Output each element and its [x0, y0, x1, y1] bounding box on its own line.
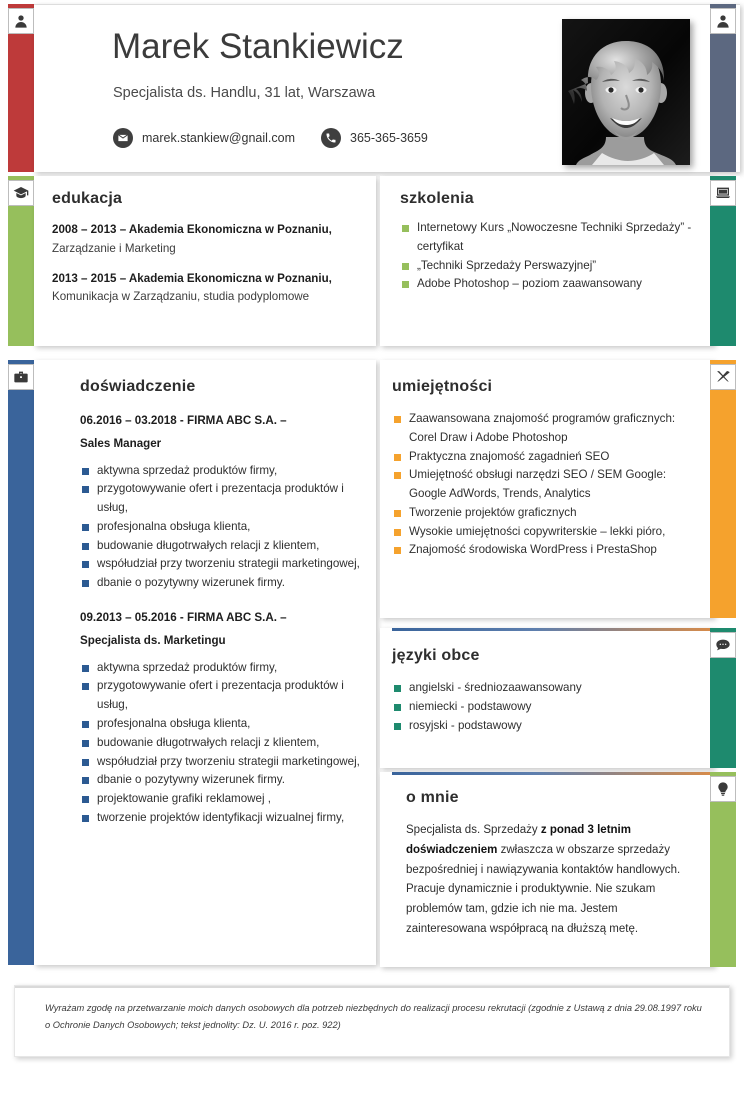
list-item: aktywna sprzedaż produktów firmy,: [80, 462, 362, 481]
phone-icon: [321, 128, 341, 148]
skills-title: umiejętności: [392, 378, 493, 395]
speech-bubble-icon: [710, 632, 736, 658]
list-item: profesjonalna obsługa klienta,: [80, 518, 362, 537]
header-card: [34, 4, 740, 172]
job-title-line1: 09.2013 – 05.2016 - FIRMA ABC S.A. –: [80, 611, 287, 625]
training-list: [400, 219, 700, 294]
list-item: angielski - średniozaawansowany: [392, 679, 706, 698]
header-subtitle: Specjalista ds. Handlu, 31 lat, Warszawa: [113, 85, 376, 101]
section-divider: [392, 628, 710, 631]
list-item: Praktyczna znajomość zagadnień SEO: [392, 448, 706, 467]
experience-section: [4, 360, 376, 965]
languages-list: [392, 679, 706, 735]
training-card: [380, 176, 714, 346]
education-section: [4, 176, 376, 346]
education-entry-bold: 2008 – 2013 – Akademia Ekonomiczna w Poznaniu,: [52, 223, 332, 236]
list-item: rosyjski - podstawowy: [392, 717, 706, 736]
languages-title: języki obce: [392, 647, 480, 664]
about-title: o mnie: [406, 789, 459, 806]
list-item: profesjonalna obsługa klienta,: [80, 715, 362, 734]
contact-phone[interactable]: [321, 128, 428, 148]
section-divider: [392, 772, 710, 775]
training-title: szkolenia: [400, 190, 474, 207]
list-item: budowanie długotrwałych relacji z klientem,: [80, 734, 362, 753]
list-item: Internetowy Kurs „Nowoczesne Techniki Sprzedaży” - certyfikat: [400, 219, 700, 257]
education-entry-regular: Komunikacja w Zarządzaniu, studia podyplomowe: [52, 290, 310, 304]
contact-email[interactable]: [113, 128, 295, 148]
footer-divider: [15, 986, 729, 988]
laptop-icon: [710, 180, 736, 206]
list-item: Znajomość środowiska WordPress i PrestaShop: [392, 541, 706, 560]
education-entry: [52, 270, 360, 308]
avatar: [562, 19, 690, 165]
job-title-line2: Sales Manager: [80, 436, 162, 450]
experience-accent-bar: [8, 360, 34, 965]
education-entry-bold: 2013 – 2015 – Akademia Ekonomiczna w Poznaniu,: [52, 271, 332, 285]
about-text: [406, 821, 700, 940]
person-icon: [710, 8, 736, 34]
job-title-line2: Specjalista ds. Marketingu: [80, 633, 226, 647]
experience-job: [80, 412, 362, 593]
list-item: dbanie o pozytywny wizerunek firmy.: [80, 771, 362, 790]
list-item: Tworzenie projektów graficznych: [392, 504, 706, 523]
languages-section: [380, 628, 740, 768]
phone-text: 365-365-3659: [350, 131, 428, 145]
header-section: [4, 4, 740, 172]
about-text-part2: zwłaszcza w obszarze sprzedaży bezpośredniej i nawiązywania kontaktów handlowych. Pracuje dynamicznie i produktywnie. Nie szukam problemów tam, gdzie ich nie ma. Jestem zainteresowana współpracą na dłuższą metę.: [406, 843, 681, 935]
list-item: Adobe Photoshop – poziom zaawansowany: [400, 275, 700, 294]
list-item: projektowanie grafiki reklamowej ,: [80, 790, 362, 809]
list-item: Wysokie umiejętności copywriterskie – lekki pióro,: [392, 523, 706, 542]
experience-job: [80, 609, 362, 828]
list-item: dbanie o pozytywny wizerunek firmy.: [80, 574, 362, 593]
graduation-cap-icon: [8, 180, 34, 206]
consent-text: Wyrażam zgodę na przetwarzanie moich danych osobowych dla potrzeb niezbędnych do realizacji procesu rekrutacji (zgodnie z Ustawą z dnia 29.08.1997 roku o Ochronie Danych Osobowych; tekst jednolity: Dz. U. 2016 r. poz. 922): [45, 1003, 702, 1031]
skills-list: [392, 410, 706, 560]
envelope-icon: [113, 128, 133, 148]
about-section: [380, 772, 740, 967]
contact-row: [113, 128, 428, 148]
list-item: Umiejętność obsługi narzędzi SEO / SEM Google: Google AdWords, Trends, Analytics: [392, 466, 706, 504]
list-item: „Techniki Sprzedaży Perswazyjnej”: [400, 257, 700, 276]
list-item: przygotowywanie ofert i prezentacja produktów i usług,: [80, 677, 362, 715]
about-text-bold: z ponad 3 letnim doświadczeniem: [406, 824, 631, 856]
skills-card: [380, 360, 714, 618]
languages-card: [380, 628, 714, 768]
education-entry: [52, 221, 360, 259]
skills-accent-bar: [710, 360, 736, 618]
experience-title: doświadczenie: [80, 378, 196, 395]
page-title: Marek Stankiewicz: [112, 27, 404, 66]
list-item: współudział przy tworzeniu strategii marketingowej,: [80, 753, 362, 772]
training-section: [380, 176, 740, 346]
list-item: przygotowywanie ofert i prezentacja produktów i usług,: [80, 480, 362, 518]
education-title: edukacja: [52, 190, 123, 207]
list-item: Zaawansowana znajomość programów graficznych: Corel Draw i Adobe Photoshop: [392, 410, 706, 448]
tools-icon: [710, 364, 736, 390]
about-text-part1: Specjalista ds. Sprzedaży: [406, 824, 541, 836]
education-card: [34, 176, 376, 346]
job-title-line1: 06.2016 – 03.2018 - FIRMA ABC S.A. –: [80, 414, 287, 427]
experience-card: [34, 360, 376, 965]
person-icon: [8, 8, 34, 34]
email-text: marek.stankiew@gnail.com: [142, 131, 296, 145]
list-item: tworzenie projektów identyfikacji wizualnej firmy,: [80, 809, 362, 828]
job-duties-list: [80, 462, 362, 593]
briefcase-icon: [8, 364, 34, 390]
job-duties-list: [80, 659, 362, 828]
list-item: budowanie długotrwałych relacji z klientem,: [80, 537, 362, 556]
footer-consent-box: [14, 985, 730, 1057]
about-card: [380, 772, 714, 967]
list-item: niemiecki - podstawowy: [392, 698, 706, 717]
list-item: współudział przy tworzeniu strategii marketingowej,: [80, 555, 362, 574]
list-item: aktywna sprzedaż produktów firmy,: [80, 659, 362, 678]
education-entry-regular: Zarządzanie i Marketing: [52, 241, 176, 255]
lightbulb-icon: [710, 776, 736, 802]
skills-section: [380, 360, 740, 618]
